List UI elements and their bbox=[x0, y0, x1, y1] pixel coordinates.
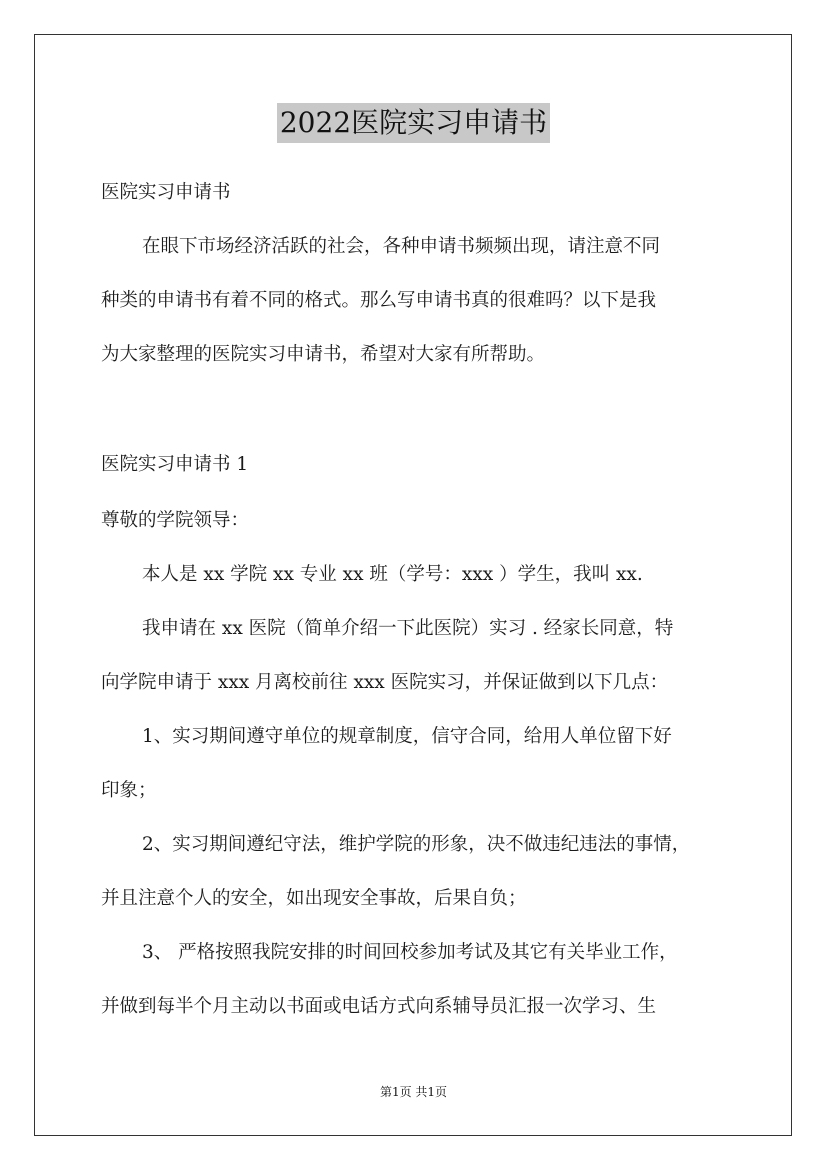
paragraph-line: 本人是 xx 学院 xx 专业 xx 班（学号：xxx ）学生，我叫 xx. bbox=[142, 564, 643, 585]
page-number: 第1页 共1页 bbox=[379, 1085, 448, 1099]
list-item-line: 2、实习期间遵纪守法，维护学院的形象，决不做违纪违法的事情， bbox=[142, 834, 691, 855]
paragraph-line: 在眼下市场经济活跃的社会，各种申请书频频出现，请注意不同 bbox=[142, 236, 661, 257]
section-heading: 医院实习申请书 1 bbox=[101, 454, 249, 475]
paragraph-line: 向学院申请于 xxx 月离校前往 xxx 医院实习，并保证做到以下几点： bbox=[101, 672, 669, 693]
section-heading: 医院实习申请书 bbox=[101, 182, 231, 203]
list-item-line: 并且注意个人的安全，如出现安全事故，后果自负； bbox=[101, 888, 527, 909]
list-item-line: 1、实习期间遵守单位的规章制度，信守合同，给用人单位留下好 bbox=[142, 726, 672, 747]
paragraph-line: 种类的申请书有着不同的格式。那么写申请书真的很难吗？以下是我 bbox=[101, 290, 657, 311]
title-container bbox=[0, 103, 827, 143]
list-item-line: 3、 严格按照我院安排的时间回校参加考试及其它有关毕业工作， bbox=[142, 942, 678, 963]
paragraph-line: 我申请在 xx 医院（简单介绍一下此医院）实习 . 经家长同意，特 bbox=[142, 618, 674, 639]
document-title: 2022医院实习申请书 bbox=[277, 103, 550, 143]
list-item-line: 印象； bbox=[101, 780, 157, 801]
paragraph-line: 为大家整理的医院实习申请书，希望对大家有所帮助。 bbox=[101, 344, 546, 365]
salutation: 尊敬的学院领导： bbox=[101, 510, 250, 531]
list-item-line: 并做到每半个月主动以书面或电话方式向系辅导员汇报一次学习、生 bbox=[101, 996, 657, 1017]
